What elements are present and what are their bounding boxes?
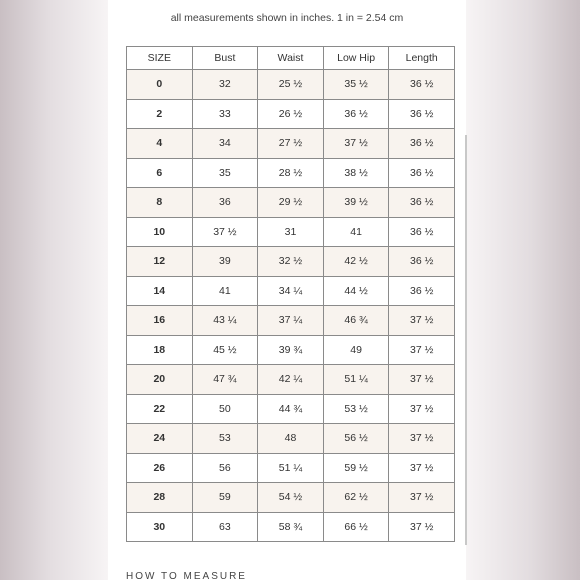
measurement-cell: 36 ½ [323,99,389,129]
measurement-cell: 36 [192,188,258,218]
measurement-cell: 41 [192,276,258,306]
measurement-cell: 36 ½ [389,158,455,188]
measurement-cell: 53 [192,424,258,454]
header-low-hip: Low Hip [323,47,389,70]
size-cell: 26 [127,453,193,483]
table-row [127,70,455,100]
measurement-cell: 33 [192,99,258,129]
measurement-cell: 36 ½ [389,188,455,218]
table-row [127,217,455,247]
table-header-row [127,47,455,70]
table-row [127,247,455,277]
measurement-cell: 35 [192,158,258,188]
measurement-cell: 32 [192,70,258,100]
measurement-cell: 49 [323,335,389,365]
size-cell: 4 [127,129,193,159]
background-left [0,0,108,580]
size-cell: 20 [127,365,193,395]
size-cell: 12 [127,247,193,277]
table-body [127,70,455,542]
measurement-cell: 39 ½ [323,188,389,218]
header-size: SIZE [127,47,193,70]
size-chart-table [126,46,455,542]
size-cell: 14 [127,276,193,306]
measurement-cell: 42 ½ [323,247,389,277]
table-row [127,276,455,306]
measurement-cell: 51 ¼ [323,365,389,395]
measurement-cell: 54 ½ [258,483,324,513]
size-cell: 30 [127,512,193,542]
table-row [127,365,455,395]
measurement-cell: 36 ½ [389,129,455,159]
measurement-cell: 41 [323,217,389,247]
size-cell: 22 [127,394,193,424]
how-to-measure-heading: HOW TO MEASURE [126,571,247,582]
measurement-caption: all measurements shown in inches. 1 in = 2.54 cm [170,12,404,24]
header-bust: Bust [192,47,258,70]
measurement-cell: 56 [192,453,258,483]
measurement-cell: 56 ½ [323,424,389,454]
size-cell: 0 [127,70,193,100]
measurement-cell: 35 ½ [323,70,389,100]
background-right [466,0,580,580]
measurement-cell: 37 ½ [389,424,455,454]
measurement-cell: 37 ½ [389,394,455,424]
measurement-cell: 31 [258,217,324,247]
measurement-cell: 25 ½ [258,70,324,100]
measurement-cell: 37 ½ [389,483,455,513]
size-cell: 2 [127,99,193,129]
measurement-cell: 32 ½ [258,247,324,277]
measurement-cell: 39 ¾ [258,335,324,365]
table-row [127,483,455,513]
measurement-cell: 37 ¼ [258,306,324,336]
size-cell: 6 [127,158,193,188]
measurement-cell: 66 ½ [323,512,389,542]
measurement-cell: 39 [192,247,258,277]
measurement-cell: 29 ½ [258,188,324,218]
size-cell: 18 [127,335,193,365]
table-row [127,188,455,218]
measurement-cell: 47 ¾ [192,365,258,395]
measurement-cell: 53 ½ [323,394,389,424]
measurement-cell: 36 ½ [389,276,455,306]
scrollbar[interactable] [465,135,467,545]
measurement-cell: 37 ½ [389,335,455,365]
measurement-cell: 44 ¾ [258,394,324,424]
measurement-cell: 36 ½ [389,70,455,100]
measurement-cell: 43 ¼ [192,306,258,336]
measurement-cell: 38 ½ [323,158,389,188]
measurement-cell: 37 ½ [389,512,455,542]
measurement-cell: 51 ¼ [258,453,324,483]
table-row [127,158,455,188]
measurement-cell: 36 ½ [389,99,455,129]
measurement-cell: 37 ½ [389,453,455,483]
measurement-cell: 34 [192,129,258,159]
measurement-cell: 58 ¾ [258,512,324,542]
measurement-cell: 42 ¼ [258,365,324,395]
measurement-cell: 59 [192,483,258,513]
size-cell: 24 [127,424,193,454]
header-waist: Waist [258,47,324,70]
table-row [127,394,455,424]
measurement-cell: 36 ½ [389,217,455,247]
table-row [127,453,455,483]
measurement-cell: 62 ½ [323,483,389,513]
measurement-cell: 37 ½ [389,365,455,395]
measurement-cell: 27 ½ [258,129,324,159]
measurement-cell: 63 [192,512,258,542]
measurement-cell: 46 ¾ [323,306,389,336]
table-row [127,99,455,129]
measurement-cell: 44 ½ [323,276,389,306]
measurement-cell: 28 ½ [258,158,324,188]
size-cell: 16 [127,306,193,336]
table-row [127,424,455,454]
size-cell: 28 [127,483,193,513]
measurement-cell: 48 [258,424,324,454]
measurement-cell: 37 ½ [192,217,258,247]
table-row [127,129,455,159]
table-row [127,306,455,336]
table-row [127,512,455,542]
measurement-cell: 34 ¼ [258,276,324,306]
measurement-cell: 59 ½ [323,453,389,483]
measurement-cell: 37 ½ [323,129,389,159]
header-length: Length [389,47,455,70]
size-chart-panel [108,0,466,580]
measurement-cell: 50 [192,394,258,424]
measurement-cell: 26 ½ [258,99,324,129]
size-cell: 10 [127,217,193,247]
measurement-cell: 37 ½ [389,306,455,336]
size-cell: 8 [127,188,193,218]
measurement-cell: 36 ½ [389,247,455,277]
measurement-cell: 45 ½ [192,335,258,365]
table-row [127,335,455,365]
